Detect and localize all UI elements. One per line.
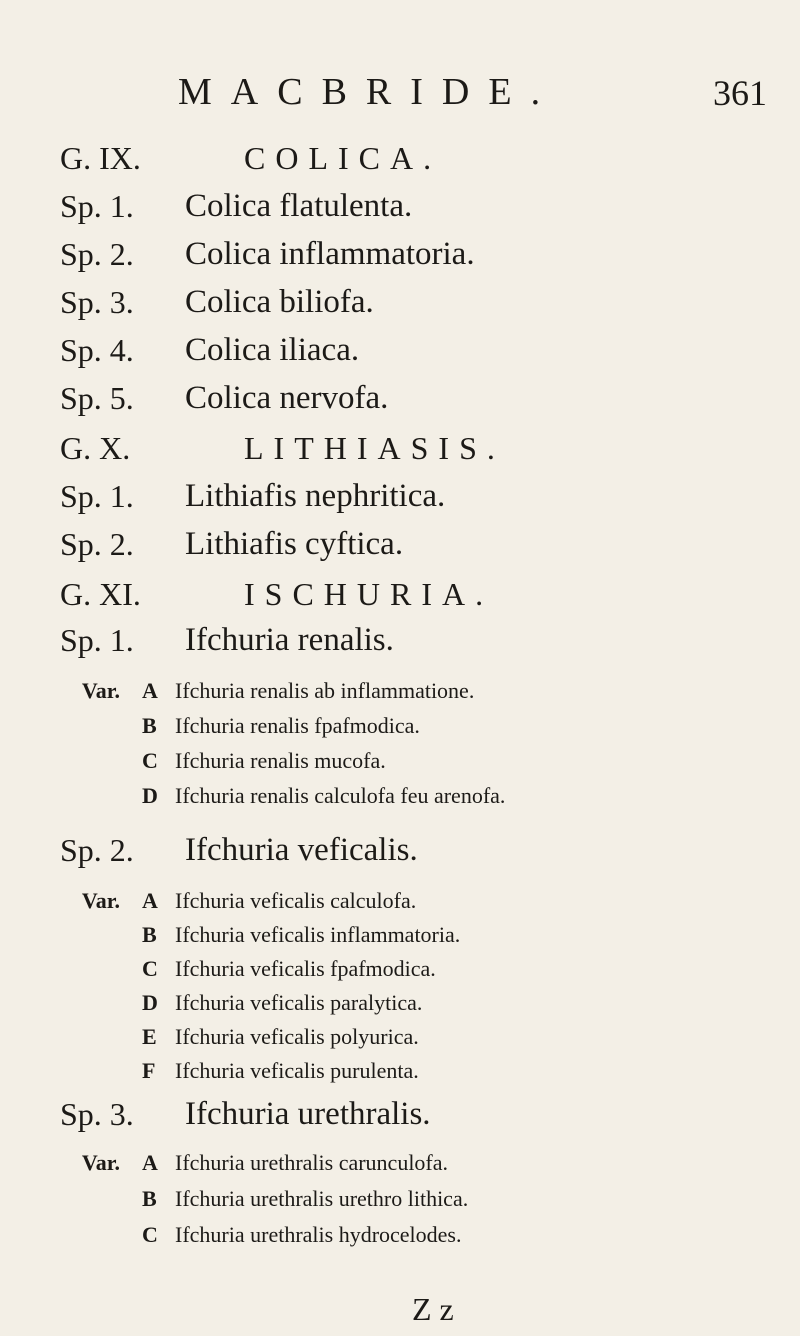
variety-name: Ifchuria veficalis purulenta. — [175, 1058, 419, 1083]
species-label: Sp. 3. — [60, 284, 134, 320]
page-header — [0, 70, 800, 120]
species-name: Colica inflammatoria. — [185, 236, 475, 272]
genus-title: COLICA. — [244, 140, 442, 176]
variety-name: Ifchuria veficalis paralytica. — [175, 990, 423, 1015]
species-name: Colica iliaca. — [185, 332, 360, 368]
species-name: Ifchuria renalis. — [185, 622, 394, 658]
page-number: 361 — [713, 73, 767, 113]
variety-letter: A — [142, 888, 158, 913]
catchword: Z z — [412, 1291, 454, 1327]
running-head: MACBRIDE. — [178, 71, 560, 113]
genus-label: G. IX. — [60, 140, 141, 176]
variety-name: Ifchuria renalis fpafmodica. — [175, 713, 420, 738]
variety-letter: B — [142, 713, 157, 738]
species-label: Sp. 1. — [60, 188, 134, 224]
species-label: Sp. 4. — [60, 332, 134, 368]
variety-name: Ifchuria veficalis calculofa. — [175, 888, 417, 913]
variety-label: Var. — [81, 678, 120, 703]
variety-label: Var. — [81, 888, 120, 913]
variety-letter: A — [142, 678, 158, 703]
species-label: Sp. 2. — [60, 526, 134, 562]
species-name: Lithiafis cyftica. — [185, 526, 404, 562]
genus-label: G. X. — [60, 430, 131, 466]
species-label: Sp. 2. — [60, 832, 134, 868]
species-label: Sp. 1. — [60, 622, 134, 658]
variety-name: Ifchuria renalis mucofa. — [175, 748, 386, 773]
species-label: Sp. 2. — [60, 236, 134, 272]
variety-letter: D — [142, 990, 158, 1015]
variety-name: Ifchuria renalis ab inflammatione. — [175, 678, 475, 703]
genus-title: LITHIASIS. — [244, 430, 505, 466]
genus-label: G. XI. — [60, 576, 141, 612]
species-name: Colica nervofa. — [185, 380, 389, 416]
species-name: Colica flatulenta. — [185, 188, 413, 224]
variety-name: Ifchuria veficalis inflammatoria. — [175, 922, 461, 947]
variety-letter: C — [142, 956, 158, 981]
species-label: Sp. 1. — [60, 478, 134, 514]
variety-letter: F — [142, 1058, 156, 1083]
variety-name: Ifchuria renalis calculofa feu arenofa. — [175, 783, 506, 808]
variety-name: Ifchuria urethralis carunculofa. — [175, 1150, 449, 1175]
species-name: Ifchuria urethralis. — [185, 1096, 431, 1132]
variety-letter: E — [142, 1024, 157, 1049]
variety-name: Ifchuria urethralis hydrocelodes. — [175, 1222, 462, 1247]
genus-title: ISCHURIA. — [244, 576, 494, 612]
variety-label: Var. — [81, 1150, 120, 1175]
species-label: Sp. 5. — [60, 380, 134, 416]
variety-letter: C — [142, 1222, 158, 1247]
variety-name: Ifchuria veficalis fpafmodica. — [175, 956, 436, 981]
variety-name: Ifchuria veficalis polyurica. — [175, 1024, 419, 1049]
variety-letter: A — [142, 1150, 158, 1175]
variety-letter: D — [142, 783, 158, 808]
variety-letter: B — [142, 1186, 157, 1211]
variety-letter: B — [142, 922, 157, 947]
species-name: Ifchuria veficalis. — [185, 832, 418, 868]
species-name: Lithiafis nephritica. — [185, 478, 446, 514]
species-name: Colica biliofa. — [185, 284, 374, 320]
variety-name: Ifchuria urethralis urethro lithica. — [175, 1186, 469, 1211]
species-label: Sp. 3. — [60, 1096, 134, 1132]
variety-letter: C — [142, 748, 158, 773]
